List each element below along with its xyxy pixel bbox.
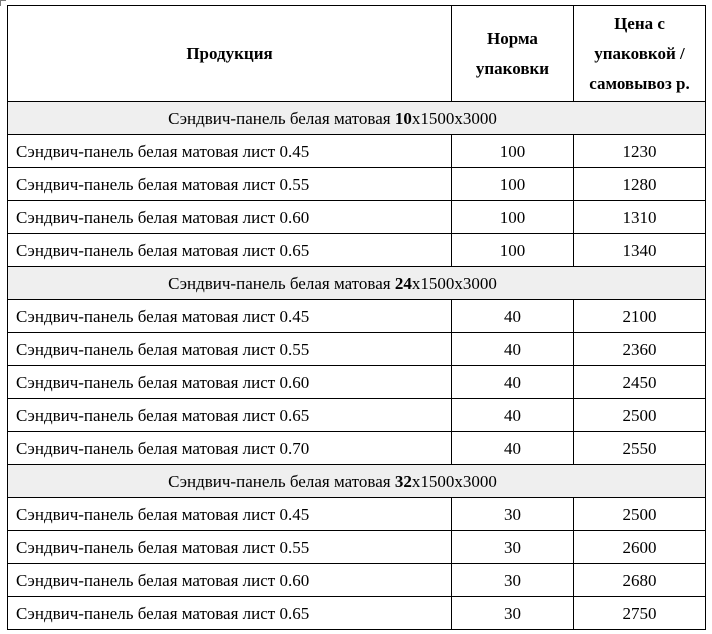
price-cell: 2550 — [574, 432, 706, 465]
price-table — [7, 5, 706, 630]
price-cell: 2500 — [574, 399, 706, 432]
product-name-cell: Сэндвич-панель белая матовая лист 0.55 — [8, 333, 452, 366]
product-name-cell: Сэндвич-панель белая матовая лист 0.45 — [8, 135, 452, 168]
table-row — [8, 597, 706, 630]
group-row — [8, 102, 706, 135]
price-cell: 1310 — [574, 201, 706, 234]
norm-cell: 30 — [452, 531, 574, 564]
price-cell: 2100 — [574, 300, 706, 333]
group-row — [8, 267, 706, 300]
norm-cell: 30 — [452, 564, 574, 597]
price-cell: 1280 — [574, 168, 706, 201]
table-row — [8, 399, 706, 432]
header-price-line1: Цена с — [614, 13, 665, 33]
product-name-cell: Сэндвич-панель белая матовая лист 0.65 — [8, 597, 452, 630]
norm-cell: 30 — [452, 597, 574, 630]
group-title-suffix: х1500х3000 — [411, 273, 497, 293]
table-row — [8, 498, 706, 531]
product-name-cell: Сэндвич-панель белая матовая лист 0.45 — [8, 498, 452, 531]
table-row — [8, 201, 706, 234]
group-title-suffix: х1500х3000 — [411, 471, 497, 491]
product-name-cell: Сэндвич-панель белая матовая лист 0.55 — [8, 168, 452, 201]
group-thickness: 10 — [394, 108, 412, 128]
norm-cell: 30 — [452, 498, 574, 531]
header-product-label: Продукция — [186, 44, 273, 63]
price-cell: 2680 — [574, 564, 706, 597]
table-row — [8, 234, 706, 267]
header-price-line2: упаковкой / — [594, 43, 685, 63]
product-name-cell: Сэндвич-панель белая матовая лист 0.60 — [8, 366, 452, 399]
group-title-suffix: х1500х3000 — [411, 108, 497, 128]
norm-cell: 100 — [452, 135, 574, 168]
group-title-prefix: Сэндвич-панель белая матовая — [168, 108, 395, 128]
header-norm-line1: Норма — [487, 28, 538, 48]
header-price — [574, 6, 706, 102]
price-cell: 2360 — [574, 333, 706, 366]
norm-cell: 100 — [452, 168, 574, 201]
price-cell: 1230 — [574, 135, 706, 168]
corner-mark — [0, 0, 6, 6]
product-name-cell: Сэндвич-панель белая матовая лист 0.70 — [8, 432, 452, 465]
group-title-prefix: Сэндвич-панель белая матовая — [168, 273, 395, 293]
table-row — [8, 168, 706, 201]
norm-cell: 100 — [452, 201, 574, 234]
header-row — [8, 6, 706, 102]
group-title — [8, 465, 706, 498]
norm-cell: 40 — [452, 333, 574, 366]
product-name-cell: Сэндвич-панель белая матовая лист 0.65 — [8, 234, 452, 267]
group-row — [8, 465, 706, 498]
price-cell: 2750 — [574, 597, 706, 630]
group-title-prefix: Сэндвич-панель белая матовая — [168, 471, 395, 491]
price-cell: 2500 — [574, 498, 706, 531]
norm-cell: 100 — [452, 234, 574, 267]
table-row — [8, 432, 706, 465]
header-product — [8, 6, 452, 102]
table-row — [8, 531, 706, 564]
header-norm-line2: упаковки — [475, 58, 550, 78]
product-name-cell: Сэндвич-панель белая матовая лист 0.60 — [8, 201, 452, 234]
table-row — [8, 300, 706, 333]
product-name-cell: Сэндвич-панель белая матовая лист 0.65 — [8, 399, 452, 432]
product-name-cell: Сэндвич-панель белая матовая лист 0.45 — [8, 300, 452, 333]
group-title — [8, 267, 706, 300]
price-cell: 1340 — [574, 234, 706, 267]
norm-cell: 40 — [452, 399, 574, 432]
header-price-line3: самовывоз р. — [589, 73, 690, 93]
group-thickness: 32 — [394, 471, 412, 491]
table-row — [8, 333, 706, 366]
price-cell: 2600 — [574, 531, 706, 564]
price-cell: 2450 — [574, 366, 706, 399]
product-name-cell: Сэндвич-панель белая матовая лист 0.60 — [8, 564, 452, 597]
table-row — [8, 564, 706, 597]
group-thickness: 24 — [394, 273, 412, 293]
header-norm — [452, 6, 574, 102]
group-title — [8, 102, 706, 135]
table-row — [8, 135, 706, 168]
norm-cell: 40 — [452, 432, 574, 465]
product-name-cell: Сэндвич-панель белая матовая лист 0.55 — [8, 531, 452, 564]
table-row — [8, 366, 706, 399]
norm-cell: 40 — [452, 366, 574, 399]
norm-cell: 40 — [452, 300, 574, 333]
